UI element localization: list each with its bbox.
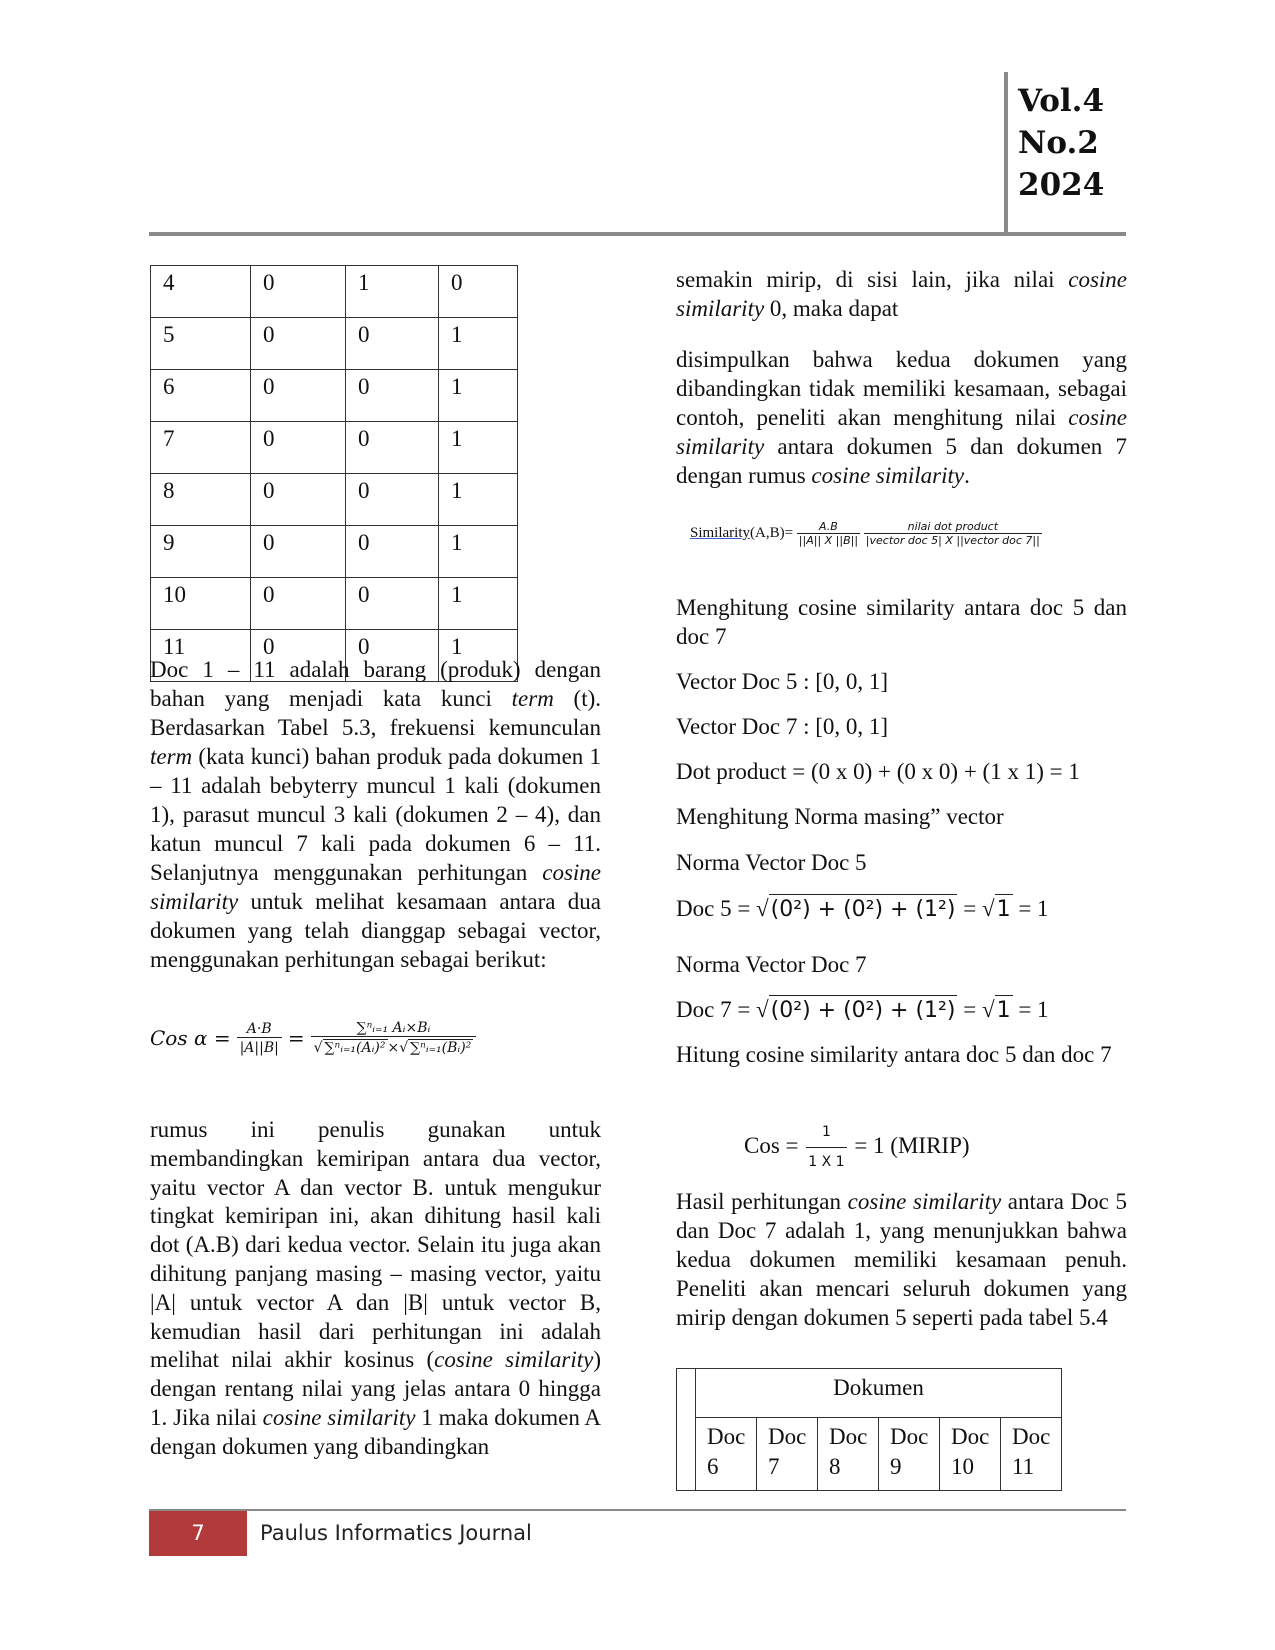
cosine-result: Cos = $\frac{1}{1 X 1}$ = 1 (MIRIP) (744, 1118, 970, 1177)
table-cell: 1 (439, 422, 518, 474)
table-cell: 0 (346, 474, 439, 526)
document-table (676, 1368, 1062, 1491)
page-number: 7 (149, 1511, 247, 1556)
table-cell: 0 (251, 474, 346, 526)
formula-fraction-2: $\frac{\text{∑ⁿᵢ₌₁ Aᵢ×Bᵢ}}{\text{√ ∑ⁿᵢ₌₁(Aᵢ)² ×√ ∑ⁿᵢ₌₁(Bᵢ)²}}$ (311, 1020, 477, 1056)
table-cell: 0 (439, 266, 518, 318)
right-paragraph-2: disimpulkan bahwa kedua dokumen yang dibandingkan tidak memiliki kesamaan, sebagai contoh, peneliti akan menghitung nilai cosine similarity antara dokumen 5 dan dokumen 7 dengan rumus cosine similarity. (676, 347, 1127, 488)
table-row (151, 422, 518, 474)
table2-doc-cell: Doc 6 (696, 1418, 757, 1491)
volume-number: Vol.4 (1018, 83, 1105, 119)
table2-empty-cell (677, 1369, 696, 1491)
left-paragraph-2: rumus ini penulis gunakan untuk membandingkan kemiripan antara dua vector, yaitu vector A dan vector B. untuk mengukur tingkat kemiripan ini, akan dihitung hasil kali dot (A.B) dari kedua vector. Selain itu juga akan dihitung panjang masing – masing vector, yaitu |A| untuk vector A dan |B| untuk vector B, kemudian hasil dari perhitungan ini adalah melihat nilai akhir kosinus (cosine similarity) dengan rentang nilai yang jelas antara 0 hingga 1. Jika nilai cosine similarity 1 maka dokumen A dengan dokumen yang dibandingkan (150, 1117, 601, 1459)
norma-doc5-heading: Norma Vector Doc 5 (676, 850, 867, 875)
table-cell: 1 (346, 266, 439, 318)
vector-doc5: Vector Doc 5 : [0, 0, 1] (676, 669, 889, 694)
table-cell: 1 (439, 318, 518, 370)
cosine-heading: Hitung cosine similarity antara doc 5 dan doc 7 (676, 1042, 1112, 1067)
table-row (151, 370, 518, 422)
result-paragraph: Hasil perhitungan cosine similarity antara Doc 5 dan Doc 7 adalah 1, yang menunjukkan bahwa kedua dokumen memiliki kesamaan penuh. Peneliti akan mencari seluruh dokumen yang mirip dengan dokumen 5 seperti pada tabel 5.4 (676, 1189, 1127, 1330)
table2-doc-cell: Doc 8 (818, 1418, 879, 1491)
table-cell: 0 (251, 266, 346, 318)
table-cell: 1 (439, 474, 518, 526)
table-cell: 0 (346, 422, 439, 474)
table-cell: 0 (251, 578, 346, 630)
table-cell: 1 (439, 370, 518, 422)
left-paragraph-1: Doc 1 – 11 adalah barang (produk) dengan bahan yang menjadi kata kunci term (t). Berdasarkan Tabel 5.3, frekuensi kemunculan term (kata kunci) bahan produk pada dokumen 1 – 11 adalah bebyterry muncul 1 kali (dokumen 1), parasut muncul 3 kali (dokumen 2 – 4), dan katun muncul 7 kali pada dokumen 6 – 11. Selanjutnya menggunakan perhitungan cosine similarity untuk melihat kesamaan antara dua dokumen yang telah dianggap sebagai vector, menggunakan perhitungan sebagai berikut: (150, 657, 601, 972)
table-row (151, 474, 518, 526)
table-cell: 0 (251, 630, 346, 682)
table-row (151, 578, 518, 630)
table-cell: 6 (151, 370, 251, 422)
vector-doc7: Vector Doc 7 : [0, 0, 1] (676, 714, 889, 739)
volume-info (1018, 80, 1104, 206)
table-cell: 1 (439, 526, 518, 578)
formula-fraction-1: $\frac{A\cdot B}{|A||B|}$ (237, 1021, 282, 1056)
table-cell: 0 (251, 526, 346, 578)
header-vertical-rule (1004, 72, 1008, 236)
cosine-formula (150, 1020, 482, 1056)
table-cell: 11 (151, 630, 251, 682)
dot-product: Dot product = (0 x 0) + (0 x 0) + (1 x 1) = 1 (676, 759, 1080, 784)
journal-name: Paulus Informatics Journal (260, 1521, 532, 1545)
norma-doc7-formula: Doc 7 = √(0²) + (0²) + (1²) = √1 = 1 (676, 997, 1049, 1023)
formula-equals: = (287, 1026, 305, 1050)
norma-heading: Menghitung Norma masing” vector (676, 804, 1004, 829)
issue-number: No.2 (1018, 125, 1099, 161)
formula-lhs: Cos α = (150, 1026, 231, 1050)
table-cell: 10 (151, 578, 251, 630)
similarity-fraction-2: $\frac{\text{nilai dot product}}{\text{|vector doc 5| X ||vector doc 7||}}$ (865, 520, 1040, 547)
table-cell: 0 (346, 370, 439, 422)
term-frequency-table (150, 265, 518, 682)
table-cell: 0 (346, 578, 439, 630)
table-row (151, 266, 518, 318)
similarity-label: Similarity (690, 524, 750, 541)
table-cell: 0 (251, 318, 346, 370)
table-row (151, 526, 518, 578)
right-paragraph-1: semakin mirip, di sisi lain, jika nilai cosine similarity 0, maka dapat (676, 267, 1127, 321)
norma-doc5-formula: Doc 5 = √(0²) + (0²) + (1²) = √1 = 1 (676, 896, 1049, 922)
table-cell: 0 (251, 370, 346, 422)
table-cell: 4 (151, 266, 251, 318)
table-cell: 8 (151, 474, 251, 526)
table-cell: 0 (346, 318, 439, 370)
table-cell: 0 (251, 422, 346, 474)
table-cell: 7 (151, 422, 251, 474)
table2-doc-cell: Doc 10 (940, 1418, 1001, 1491)
table2-doc-cell: Doc 9 (879, 1418, 940, 1491)
norma-doc7-heading: Norma Vector Doc 7 (676, 952, 867, 977)
table-cell: 9 (151, 526, 251, 578)
table-cell: 1 (439, 630, 518, 682)
table-cell: 0 (346, 630, 439, 682)
table2-header: Dokumen (696, 1369, 1062, 1418)
year: 2024 (1018, 167, 1105, 203)
right-line-compute: Menghitung cosine similarity antara doc 5 dan doc 7 (676, 595, 1127, 649)
similarity-args: (A,B)= (750, 524, 794, 541)
table-cell: 1 (439, 578, 518, 630)
similarity-formula (690, 520, 1042, 547)
table-row (151, 318, 518, 370)
header-horizontal-rule (149, 232, 1126, 236)
table2-doc-cell: Doc 7 (757, 1418, 818, 1491)
table-cell: 0 (346, 526, 439, 578)
table-cell: 5 (151, 318, 251, 370)
similarity-fraction-1: $\frac{A.B}{||A|| X ||B||}$ (798, 520, 859, 547)
table2-doc-cell: Doc 11 (1001, 1418, 1062, 1491)
